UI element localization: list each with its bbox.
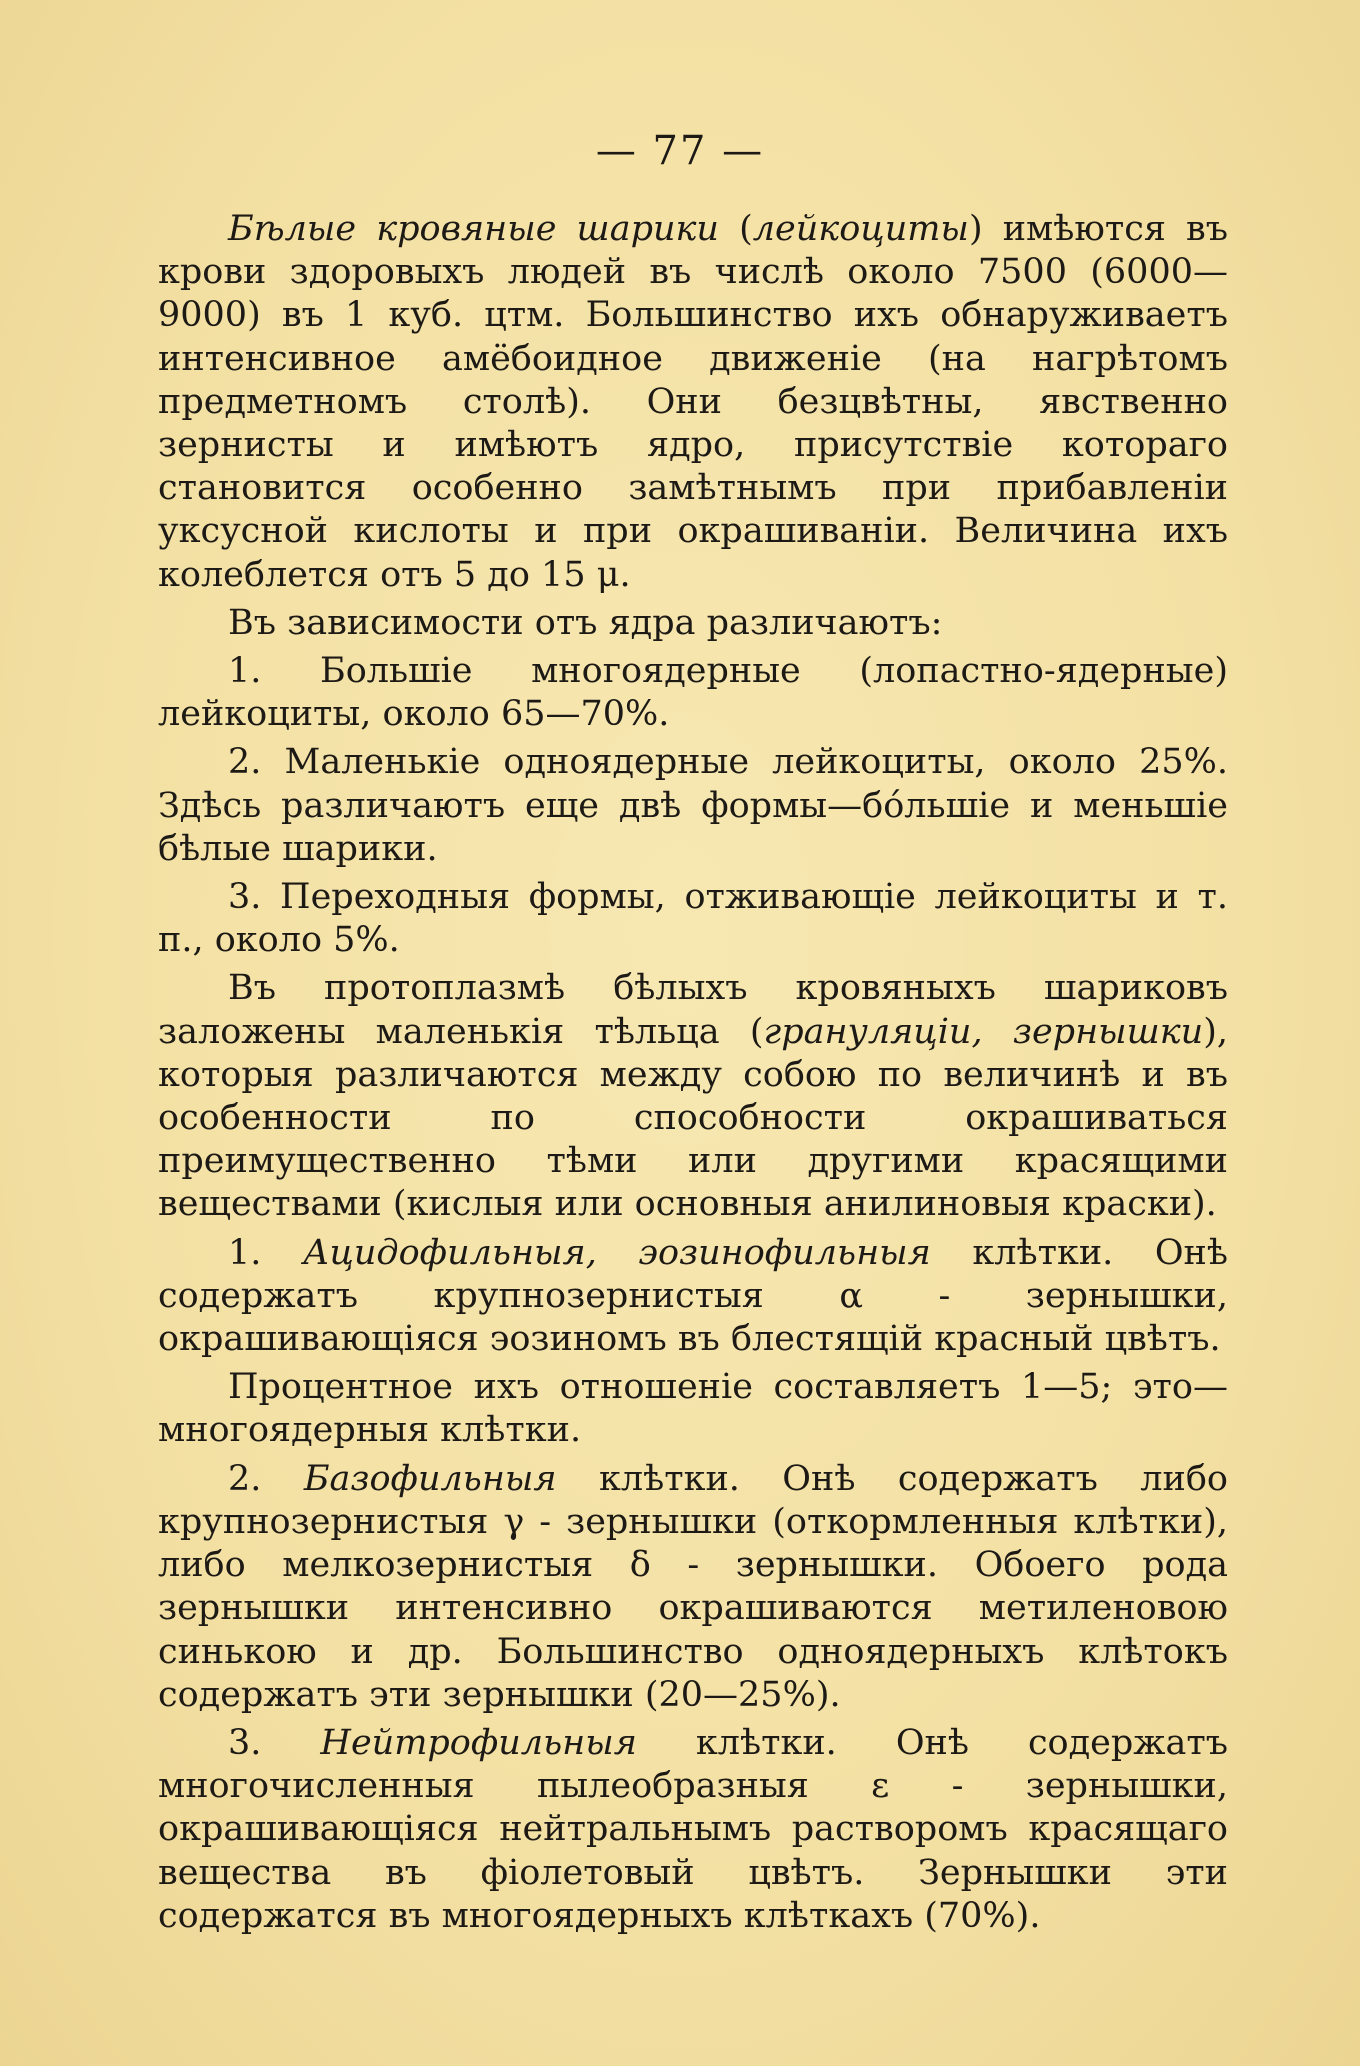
text-run: клѣтки. Онѣ содержатъ крупнозернистыя α - зернышки, окрашивающіяся эозиномъ въ блестящій красный цвѣтъ. — [158, 1232, 1228, 1360]
text-run: клѣтки. Онѣ содержатъ многочисленныя пылеобразныя ε - зернышки, окрашивающіяся нейтральнымъ растворомъ красящаго вещества въ фіолетовый цвѣтъ. Зернышки эти содержатся въ многоядерныхъ клѣткахъ (70%). — [158, 1722, 1228, 1936]
italic-term: Бѣлые кровяные шарики — [228, 209, 719, 249]
text-run: Въ протоплазмѣ бѣлыхъ кровяныхъ шариковъ заложены маленькія тѣльца ( — [158, 968, 1228, 1052]
text-run: 2. — [228, 1458, 304, 1499]
paragraph — [158, 1366, 1228, 1452]
paragraph — [158, 208, 1228, 597]
paragraph — [158, 1458, 1228, 1717]
text-run: 3. — [228, 1722, 321, 1763]
text-run: ( — [718, 209, 753, 249]
paragraph — [158, 602, 1228, 645]
paragraph — [158, 1722, 1228, 1938]
text-run: 2. Маленькіе одноядерные лейкоциты, около 25%. Здѣсь различаютъ еще двѣ формы—бóльшіе и меньшіе бѣлые шарики. — [158, 742, 1228, 869]
text-run: ), которыя различаются между собою по величинѣ и въ особенности по способности окрашиваться преимущественно тѣми или другими красящими веществами (кислыя или основныя анилиновыя краски). — [158, 1011, 1229, 1225]
paragraph — [158, 741, 1228, 871]
paragraph — [158, 967, 1228, 1226]
italic-term: Базофильныя — [303, 1458, 557, 1499]
paragraph — [158, 876, 1228, 962]
page-body-text — [158, 208, 1228, 1943]
text-run: Въ зависимости отъ ядра различаютъ: — [228, 602, 943, 643]
italic-term: Ацидофильныя, эозинофильныя — [302, 1232, 931, 1273]
page-number: — 77 — — [595, 128, 765, 174]
text-run: клѣтки. Онѣ содержатъ либо крупнозернистыя γ - зернышки (откормленныя клѣтки), либо мелкозернистыя δ - зернышки. Обоего рода зернышки интенсивно окрашиваются метиленовою синькою и др. Большинство одноядерныхъ клѣтокъ содержатъ эти зернышки (20—25%). — [158, 1458, 1228, 1715]
paragraph — [158, 1232, 1228, 1362]
text-run: ) имѣются въ крови здоровыхъ людей въ числѣ около 7500 (6000—9000) въ 1 куб. цтм. Большинство ихъ обнаруживаетъ интенсивное амёбоидное движеніе (на нагрѣтомъ предметномъ столѣ). Они безцвѣтны, явственно зернисты и имѣютъ ядро, присутствіе котораго становится особенно замѣтнымъ при прибавленіи уксусной кислоты и при окрашиваніи. Величина ихъ колеблется отъ 5 до 15 μ. — [158, 209, 1228, 595]
italic-term: Нейтрофильныя — [320, 1722, 637, 1763]
text-run: Процентное ихъ отношеніе составляетъ 1—5; это—многоядерныя клѣтки. — [158, 1367, 1228, 1451]
text-run: 1. Большіе многоядерные (лопастно-ядерные) лейкоциты, около 65—70%. — [158, 651, 1228, 735]
italic-term: грануляціи, зернышки — [763, 1011, 1204, 1052]
text-run: 1. — [228, 1232, 303, 1273]
paragraph — [158, 650, 1228, 736]
text-run: 3. Переходныя формы, отживающіе лейкоциты и т. п., около 5%. — [158, 877, 1228, 961]
italic-term: лейкоциты — [752, 209, 969, 249]
